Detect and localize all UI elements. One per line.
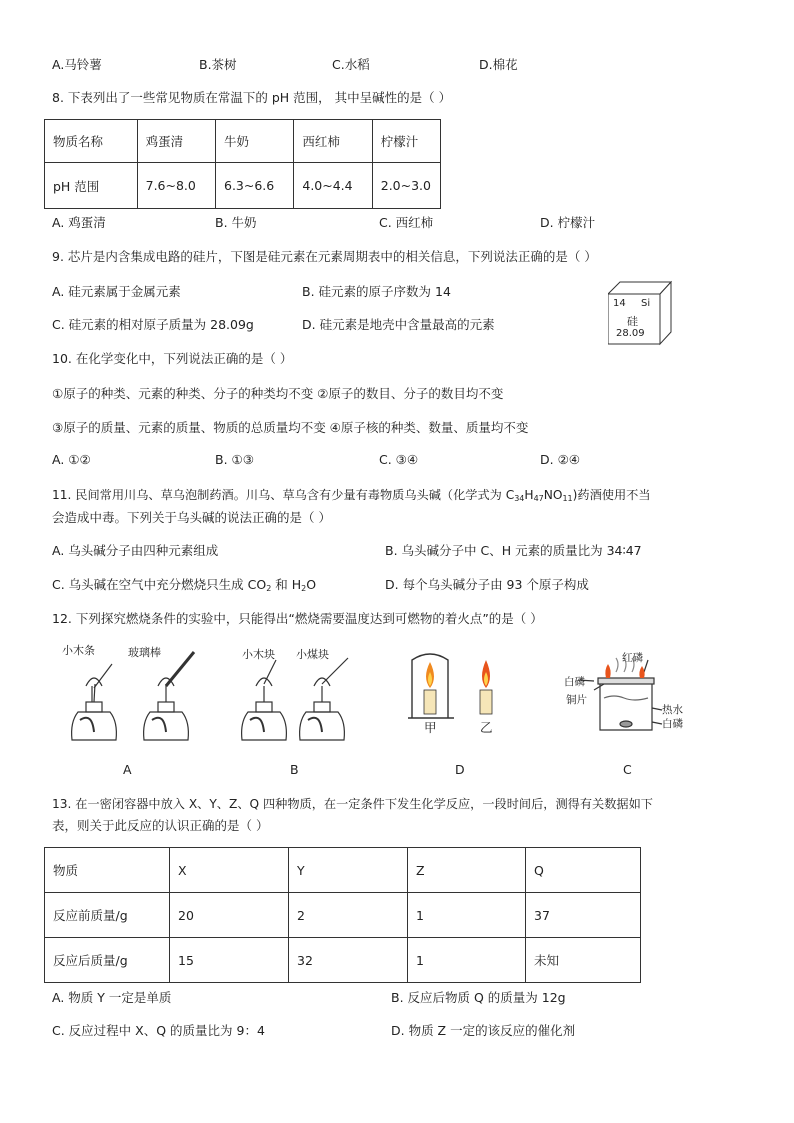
element-name: 硅 bbox=[627, 315, 638, 328]
figure-a-label-glass-rod: 玻璃棒 bbox=[128, 646, 161, 659]
table-cell: Z bbox=[408, 848, 526, 893]
figure-c-phosphorus-apparatus bbox=[564, 650, 690, 740]
q11-stem-text: 11. 民间常用川乌、草乌泡制药酒。川乌、草乌含有少量有毒物质乌头碱（化学式为 C bbox=[52, 488, 515, 502]
q9-option-a[interactable]: A. 硅元素属于金属元素 bbox=[52, 284, 181, 299]
q10-stem: 10. 在化学变化中，下列说法正确的是（ ） bbox=[52, 351, 293, 366]
table-cell: 物质 bbox=[45, 848, 170, 893]
option-text: O bbox=[306, 577, 317, 592]
figure-b-caption: B bbox=[290, 762, 299, 777]
element-symbol: Si bbox=[641, 298, 651, 309]
figure-d-candles bbox=[408, 648, 508, 740]
q11-stem-text: )药酒使用不当 bbox=[572, 488, 651, 502]
table-cell: 7.6~8.0 bbox=[137, 163, 215, 209]
q8-option-c[interactable]: C. 西红柿 bbox=[379, 215, 434, 230]
q8-option-d[interactable]: D. 柠檬汁 bbox=[540, 215, 596, 230]
figure-c-label-white-phosphorus-bottom: 白磷 bbox=[662, 718, 683, 730]
figure-a-alcohol-lamps bbox=[58, 640, 218, 752]
q9-option-c[interactable]: C. 硅元素的相对原子质量为 28.09g bbox=[52, 317, 254, 332]
table-cell: 37 bbox=[526, 893, 641, 938]
table-header-row bbox=[45, 120, 441, 163]
q11-option-d[interactable]: D. 每个乌头碱分子由 93 个原子构成 bbox=[385, 577, 589, 592]
q10-option-b[interactable]: B. ①③ bbox=[215, 452, 254, 467]
q7-option-a[interactable]: A.马铃薯 bbox=[52, 57, 102, 72]
table-cell: 柠檬汁 bbox=[372, 120, 440, 163]
q11-option-c[interactable] bbox=[52, 575, 316, 593]
figure-b-label-coal-block: 小煤块 bbox=[296, 648, 329, 661]
table-cell: 32 bbox=[289, 938, 408, 983]
q7-option-c[interactable]: C.水稻 bbox=[332, 57, 370, 72]
q9-stem: 9. 芯片是内含集成电路的硅片，下图是硅元素在元素周期表中的相关信息，下列说法正确的是（ ） bbox=[52, 249, 597, 264]
figure-c-label-hot-water: 热水 bbox=[662, 704, 683, 716]
q13-option-d[interactable]: D. 物质 Z 一定的该反应的催化剂 bbox=[391, 1023, 576, 1038]
formula-element: NO bbox=[543, 488, 563, 502]
q7-option-d[interactable]: D.棉花 bbox=[479, 57, 518, 72]
q11-option-b[interactable]: B. 乌头碱分子中 C、H 元素的质量比为 34∶47 bbox=[385, 543, 642, 558]
figure-d-label-jia: 甲 bbox=[424, 720, 437, 735]
table-cell: 2 bbox=[289, 893, 408, 938]
table-row bbox=[45, 938, 641, 983]
table-cell: 15 bbox=[170, 938, 289, 983]
formula-subscript: 2 bbox=[266, 584, 272, 593]
option-text: C. 乌头碱在空气中充分燃烧只生成 CO bbox=[52, 577, 267, 592]
table-cell: Y bbox=[289, 848, 408, 893]
q10-statement-line-2: ③原子的质量、元素的质量、物质的总质量均不变 ④原子核的种类、数量、质量均不变 bbox=[52, 420, 529, 435]
q13-option-c[interactable]: C. 反应过程中 X、Q 的质量比为 9：4 bbox=[52, 1023, 265, 1038]
table-cell: 1 bbox=[408, 938, 526, 983]
table-row bbox=[45, 893, 641, 938]
table-cell: 4.0~4.4 bbox=[294, 163, 372, 209]
table-cell: pH 范围 bbox=[45, 163, 138, 209]
table-cell: 鸡蛋清 bbox=[137, 120, 215, 163]
table-cell: 未知 bbox=[526, 938, 641, 983]
q10-option-d[interactable]: D. ②④ bbox=[540, 452, 580, 467]
silicon-element-card bbox=[608, 280, 672, 346]
q13-mass-table bbox=[44, 847, 641, 983]
q8-stem: 8. 下表列出了一些常见物质在常温下的 pH 范围， 其中呈碱性的是（ ） bbox=[52, 90, 452, 105]
table-row bbox=[45, 163, 441, 209]
q11-stem-line-1 bbox=[52, 486, 651, 503]
figure-b-alcohol-lamps bbox=[236, 640, 372, 752]
table-cell: 1 bbox=[408, 893, 526, 938]
q7-option-b[interactable]: B.茶树 bbox=[199, 57, 237, 72]
table-cell: 反应前质量/g bbox=[45, 893, 170, 938]
formula-subscript: 2 bbox=[301, 584, 307, 593]
figure-c-label-red-phosphorus: 红磷 bbox=[622, 652, 643, 664]
q13-stem-line-1: 13. 在一密闭容器中放入 X、Y、Z、Q 四种物质，在一定条件下发生化学反应，一段时间后，测得有关数据如下 bbox=[52, 797, 653, 811]
candles-d-drawing bbox=[408, 648, 508, 740]
q11-stem-line-2: 会造成中毒。下列关于乌头碱的说法正确的是（ ） bbox=[52, 510, 331, 525]
figure-b-label-wood-block: 小木块 bbox=[242, 648, 275, 661]
table-cell: 西红柿 bbox=[294, 120, 372, 163]
q13-option-b[interactable]: B. 反应后物质 Q 的质量为 12g bbox=[391, 990, 566, 1005]
q13-stem-line-2: 表，则关于此反应的认识正确的是（ ） bbox=[52, 818, 269, 833]
q12-stem: 12. 下列探究燃烧条件的实验中，只能得出“燃烧需要温度达到可燃物的着火点”的是（ ） bbox=[52, 611, 543, 626]
element-number: 14 bbox=[613, 298, 626, 309]
q10-statement-line-1: ①原子的种类、元素的种类、分子的种类均不变 ②原子的数目、分子的数目均不变 bbox=[52, 386, 504, 401]
option-text: 和 H bbox=[271, 577, 302, 592]
formula-element: H bbox=[524, 488, 534, 502]
q9-option-b[interactable]: B. 硅元素的原子序数为 14 bbox=[302, 284, 451, 299]
element-mass: 28.09 bbox=[616, 328, 645, 339]
table-cell: X bbox=[170, 848, 289, 893]
table-cell: 牛奶 bbox=[216, 120, 294, 163]
figure-d-caption: D bbox=[455, 762, 465, 777]
formula-subscript: 11 bbox=[562, 494, 573, 503]
table-header-row bbox=[45, 848, 641, 893]
figure-c-caption: C bbox=[623, 762, 632, 777]
table-cell: 20 bbox=[170, 893, 289, 938]
q8-option-a[interactable]: A. 鸡蛋清 bbox=[52, 215, 106, 230]
q11-option-a[interactable]: A. 乌头碱分子由四种元素组成 bbox=[52, 543, 219, 558]
q10-option-a[interactable]: A. ①② bbox=[52, 452, 91, 467]
figure-c-label-white-phosphorus-top: 白磷 bbox=[564, 676, 585, 688]
table-cell: Q bbox=[526, 848, 641, 893]
q8-option-b[interactable]: B. 牛奶 bbox=[215, 215, 257, 230]
formula-subscript: 47 bbox=[533, 494, 544, 503]
table-cell: 2.0~3.0 bbox=[372, 163, 440, 209]
q13-option-a[interactable]: A. 物质 Y 一定是单质 bbox=[52, 990, 172, 1005]
table-cell: 反应后质量/g bbox=[45, 938, 170, 983]
figure-a-label-wood-stick: 小木条 bbox=[62, 644, 95, 657]
figure-d-label-yi: 乙 bbox=[480, 720, 493, 735]
formula-subscript: 34 bbox=[514, 494, 525, 503]
table-cell: 6.3~6.6 bbox=[216, 163, 294, 209]
q8-ph-table bbox=[44, 119, 441, 209]
figure-a-caption: A bbox=[123, 762, 132, 777]
q9-option-d[interactable]: D. 硅元素是地壳中含量最高的元素 bbox=[302, 317, 495, 332]
table-cell: 物质名称 bbox=[45, 120, 138, 163]
figure-c-label-copper-sheet: 铜片 bbox=[566, 694, 587, 706]
q10-option-c[interactable]: C. ③④ bbox=[379, 452, 419, 467]
